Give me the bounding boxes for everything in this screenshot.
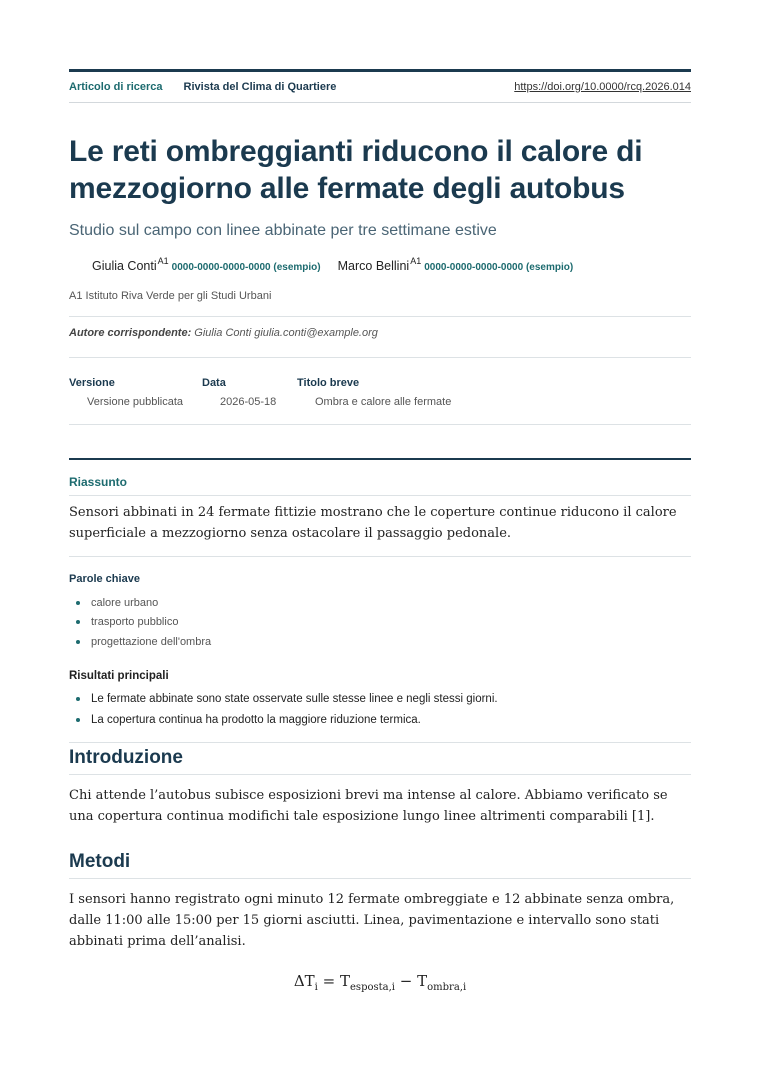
author-name[interactable]: Giulia Conti bbox=[92, 259, 157, 273]
affiliation: A1 Istituto Riva Verde per gli Studi Urbani bbox=[69, 290, 272, 302]
methods-heading: Metodi bbox=[69, 851, 691, 879]
author-entry bbox=[337, 256, 574, 273]
article-header-bar bbox=[69, 69, 691, 103]
orcid-link[interactable]: 0000-0000-0000-0000 (esempio) bbox=[171, 262, 321, 273]
equation: $\Delta T_i = T_{esposta,i} - T_{ombra,i}$ bbox=[293, 971, 467, 993]
keyword-item: trasporto pubblico bbox=[69, 613, 691, 633]
corresponding-author bbox=[69, 317, 691, 357]
keywords-heading: Parole chiave bbox=[69, 573, 140, 585]
abstract-text: Sensori abbinati in 24 fermate fittizie mostrano che le coperture continue riducono il calore superficiale a mezzogiorno senza ostacolare il passaggio pedonale. bbox=[69, 496, 691, 557]
author-list bbox=[69, 256, 691, 273]
keywords-list bbox=[69, 593, 691, 652]
results-list bbox=[69, 689, 691, 731]
bullet-icon bbox=[76, 718, 80, 722]
divider bbox=[69, 424, 691, 425]
meta-label: Data bbox=[202, 377, 226, 389]
meta-date bbox=[202, 377, 297, 424]
bullet-icon bbox=[76, 601, 80, 605]
methods-text: I sensori hanno registrato ogni minuto 12 fermate ombreggiate e 12 abbinate senza ombra, dalle 11:00 alle 15:00 per 15 giorni asciutti. Linea, pavimentazione e intervallo sono stati abbinati prima dell’analisi. bbox=[69, 891, 675, 949]
article-title: Le reti ombreggianti riducono il calore di mezzogiorno alle fermate degli autobus bbox=[69, 135, 643, 205]
bullet-icon bbox=[76, 697, 80, 701]
doi-link[interactable]: https://doi.org/10.0000/rcq.2026.014 bbox=[514, 81, 691, 93]
author-affiliation-marker: A1 bbox=[410, 256, 422, 266]
meta-label: Titolo breve bbox=[297, 377, 360, 389]
corresponding-label: Autore corrispondente: bbox=[69, 327, 192, 339]
meta-label: Versione bbox=[69, 377, 115, 389]
bullet-icon bbox=[76, 620, 80, 624]
meta-value: Ombra e calore alle fermate bbox=[315, 396, 452, 408]
meta-short-title bbox=[297, 377, 451, 424]
meta-version bbox=[69, 377, 202, 424]
keyword-item: progettazione dell'ombra bbox=[69, 632, 691, 652]
article-metadata bbox=[69, 358, 691, 424]
author-affiliation-marker: A1 bbox=[157, 256, 169, 266]
keyword-item: calore urbano bbox=[69, 593, 691, 613]
corresponding-contact[interactable]: Giulia Conti giulia.conti@example.org bbox=[194, 327, 378, 339]
introduction-text: Chi attende l’autobus subisce esposizioni brevi ma intense al calore. Abbiamo verificato se una copertura continua modifichi tale esposizione lungo linee altrimenti comparabili [1]. bbox=[69, 787, 668, 824]
article-type: Articolo di ricerca bbox=[69, 81, 163, 93]
bullet-icon bbox=[76, 640, 80, 644]
results-heading: Risultati principali bbox=[69, 669, 169, 682]
abstract-section bbox=[69, 458, 691, 557]
meta-value: 2026-05-18 bbox=[220, 396, 277, 408]
result-item: La copertura continua ha prodotto la maggiore riduzione termica. bbox=[69, 710, 691, 731]
author-entry bbox=[92, 256, 321, 273]
article-subtitle: Studio sul campo con linee abbinate per tre settimane estive bbox=[69, 222, 497, 239]
journal-name: Rivista del Clima di Quartiere bbox=[183, 81, 337, 93]
abstract-heading: Riassunto bbox=[69, 460, 691, 496]
article-page bbox=[69, 69, 691, 993]
introduction-heading: Introduzione bbox=[69, 742, 691, 775]
orcid-link[interactable]: 0000-0000-0000-0000 (esempio) bbox=[424, 262, 574, 273]
author-name[interactable]: Marco Bellini bbox=[337, 259, 410, 273]
meta-value: Versione pubblicata bbox=[87, 396, 184, 408]
result-item: Le fermate abbinate sono state osservate sulle stesse linee e negli stessi giorni. bbox=[69, 689, 691, 710]
